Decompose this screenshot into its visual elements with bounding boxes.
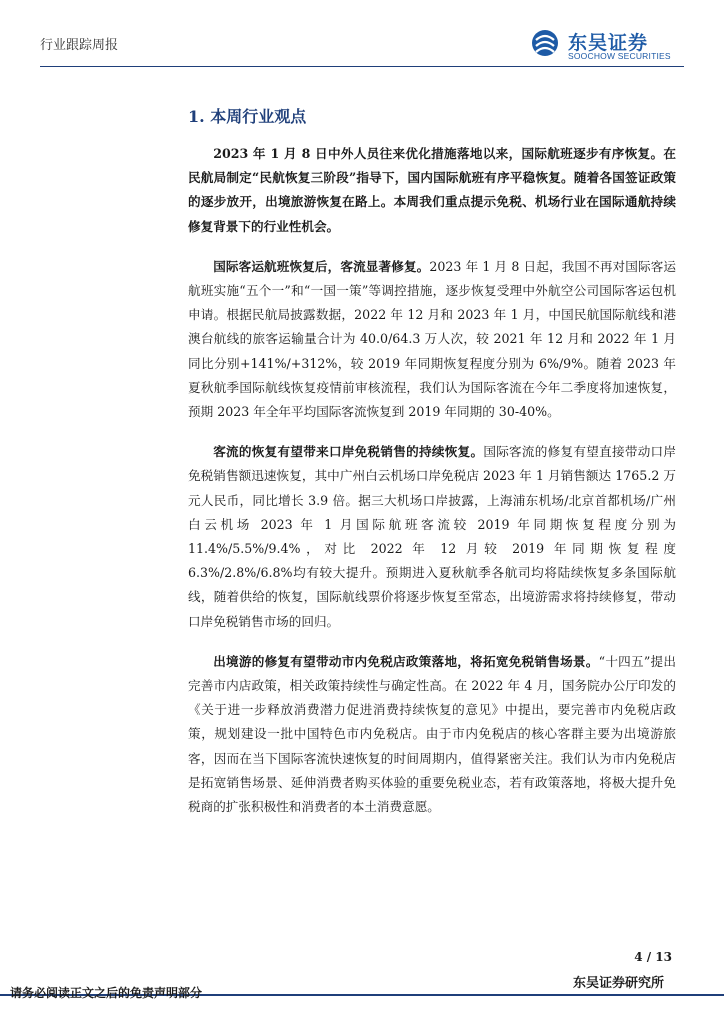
- company-logo-mark-icon: [530, 28, 560, 58]
- report-body: [188, 142, 676, 835]
- paragraph-text: “十四五”提出完善市内店政策，相关政策持续性与确定性高。在 2022 年 4 月，国务院办公厅印发的《关于进一步释放消费潜力促进消费持续恢复的意见》中提出，要完善市内免税店政策，规划建设一批中国特色市内免税店。由于市内免税店的核心客群主要为出境游旅客，因而在当下国际客流快速恢复的时间周期内，值得紧密关注。我们认为市内免税店是拓宽销售场景、延伸消费者购买体验的重要免税业态，若有政策落地，将极大提升免税商的扩张积极性和消费者的本土消费意愿。: [188, 653, 676, 815]
- paragraph-lead: 出境游的修复有望带动市内免税店政策落地，将拓宽免税销售场景。: [213, 653, 599, 669]
- company-logo-cn: 东吴证券: [568, 32, 649, 54]
- section-title: 1. 本周行业观点: [188, 107, 307, 126]
- paragraph-summary: [188, 142, 676, 239]
- paragraph-international-flights: [188, 255, 676, 424]
- paragraph-downtown-duty-free: [188, 650, 676, 819]
- footer-brand: 东吴证券研究所: [572, 976, 664, 991]
- paragraph-lead: 2023 年 1 月 8 日中外人员往来优化措施落地以来，国际航班逐步有序恢复。在民航局制定“民航恢复三阶段”指导下，国内国际航班有序平稳恢复。随着各国签证政策的逐步放开，出境旅游恢复在路上。本周我们重点提示免税、机场行业在国际通航持续修复背景下的行业性机会。: [188, 146, 676, 234]
- paragraph-text: 国际客流的修复有望直接带动口岸免税销售额迅速恢复，其中广州白云机场口岸免税店 2023 年 1 月销售额达 1765.2 万元人民币，同比增长 3.9 倍。据三大机场口岸披露，上海浦东机场/北京首都机场/广州白云机场 2023 年 1 月国际航班客流较 2019 年同期恢复程度分别为 11.4%/5.5%/9.4%，对比 2022 年 12 月较 2019 年同期恢复程度 6.3%/2.8%/6.8%均有较大提升。预期进入夏秋航季各航司均将陆续恢复多条国际航线，随着供给的恢复，国际航线票价将逐步恢复至常态，出境游需求将持续修复，带动口岸免税销售市场的回归。: [188, 444, 677, 629]
- paragraph-lead: 客流的恢复有望带来口岸免税销售的持续恢复。: [213, 444, 484, 460]
- paragraph-port-duty-free: [188, 440, 676, 634]
- header-divider: [40, 66, 684, 67]
- report-type-label: 行业跟踪周报: [40, 38, 119, 53]
- company-logo: [530, 28, 680, 62]
- company-logo-en: SOOCHOW SECURITIES: [568, 51, 671, 61]
- paragraph-lead: 国际客运航班恢复后，客流显著修复。: [213, 258, 430, 274]
- paragraph-text: 2023 年 1 月 8 日起，我国不再对国际客运航班实施“五个一”和“一国一策”等调控措施，逐步恢复受理中外航空公司国际客运包机申请。根据民航局披露数据，2022 年 12 月和 2023 年 1 月，中国民航国际航线和港澳台航线的旅客运输量合计为 40.0/64.3 万人次，较 2021 年 12 月和 2022 年 1 月同比分别+141%/+312%，较 2019 年同期恢复程度分别为 6%/9%。随着 2023 年夏秋航季国际航线恢复疫情前审核流程，我们认为国际客流在今年二季度将加速恢复，预期 2023 年全年平均国际客流恢复到 2019 年同期的 30-40%。: [188, 258, 677, 420]
- disclaimer-notice: 请务必阅读正文之后的免责声明部分: [10, 986, 203, 1000]
- page-number: 4 / 13: [634, 950, 672, 964]
